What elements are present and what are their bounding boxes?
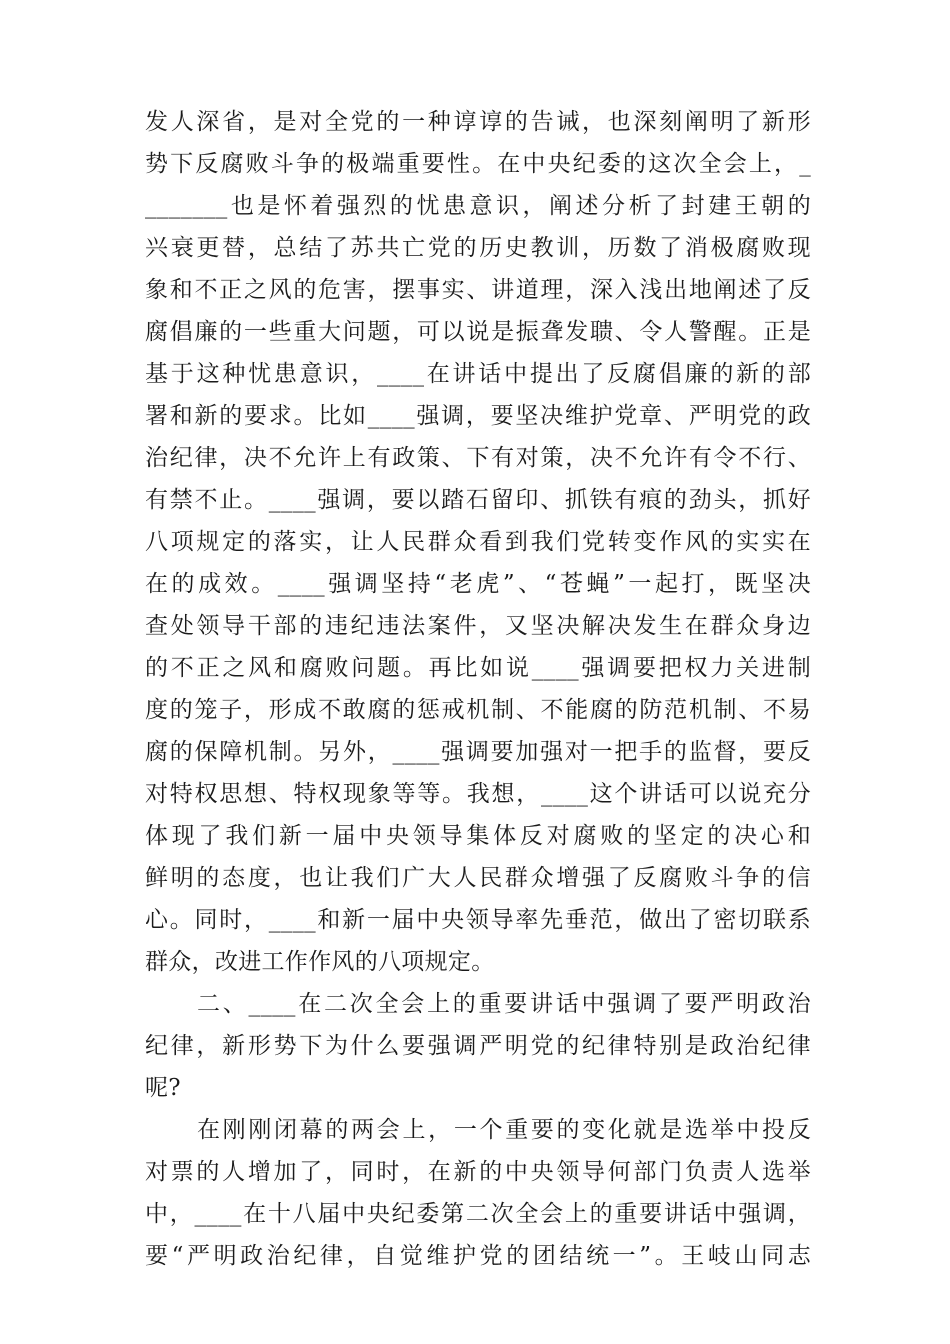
text-line: 要“严明政治纪律，自觉维护党的团结统一”。王岐山同志 (145, 1243, 811, 1269)
text-line: 鲜明的态度，也让我们广大人民群众增强了反腐败斗争的信 (145, 865, 811, 891)
text-line: 八项规定的落实，让人民群众看到我们党转变作风的实实在 (145, 529, 811, 555)
text-line: 二、____在二次全会上的重要讲话中强调了要严明政治 (197, 991, 811, 1017)
text-line: 查处领导干部的违纪违法案件，又坚决解决发生在群众身边 (145, 613, 811, 639)
text-line: 群众，改进工作作风的八项规定。 (145, 949, 495, 975)
text-line: 势下反腐败斗争的极端重要性。在中央纪委的这次全会上，_ (145, 151, 811, 177)
text-line: _______也是怀着强烈的忧患意识，阐述分析了封建王朝的 (145, 193, 811, 219)
text-line: 兴衰更替，总结了苏共亡党的历史教训，历数了消极腐败现 (145, 235, 811, 261)
text-line: 对特权思想、特权现象等等。我想，____这个讲话可以说充分 (145, 781, 811, 807)
text-line: 腐的保障机制。另外，____强调要加强对一把手的监督，要反 (145, 739, 811, 765)
text-line: 在的成效。____强调坚持“老虎”、“苍蝇”一起打，既坚决 (145, 571, 811, 597)
text-line: 纪律，新形势下为什么要强调严明党的纪律特别是政治纪律 (145, 1033, 811, 1059)
paragraph (145, 101, 811, 983)
text-line: 在刚刚闭幕的两会上，一个重要的变化就是选举中投反 (197, 1117, 811, 1143)
text-line: 腐倡廉的一些重大问题，可以说是振聋发聩、令人警醒。正是 (145, 319, 811, 345)
document-body (145, 101, 811, 1277)
text-line: 体现了我们新一届中央领导集体反对腐败的坚定的决心和 (145, 823, 811, 849)
text-line: 中，____在十八届中央纪委第二次全会上的重要讲话中强调， (145, 1201, 811, 1227)
paragraph (145, 983, 811, 1109)
text-line: 象和不正之风的危害，摆事实、讲道理，深入浅出地阐述了反 (145, 277, 811, 303)
text-line: 度的笼子，形成不敢腐的惩戒机制、不能腐的防范机制、不易 (145, 697, 811, 723)
text-line: 有禁不止。____强调，要以踏石留印、抓铁有痕的劲头，抓好 (145, 487, 811, 513)
paragraph (145, 1109, 811, 1277)
text-line: 对票的人增加了，同时，在新的中央领导何部门负责人选举 (145, 1159, 811, 1185)
text-line: 发人深省，是对全党的一种谆谆的告诫，也深刻阐明了新形 (145, 109, 811, 135)
text-line: 治纪律，决不允许上有政策、下有对策，决不允许有令不行、 (145, 445, 811, 471)
text-line: 心。同时，____和新一届中央领导率先垂范，做出了密切联系 (145, 907, 811, 933)
text-line: 的不正之风和腐败问题。再比如说____强调要把权力关进制 (145, 655, 811, 681)
text-line: 署和新的要求。比如____强调，要坚决维护党章、严明党的政 (145, 403, 811, 429)
text-line: 呢? (145, 1075, 181, 1101)
text-line: 基于这种忧患意识，____在讲话中提出了反腐倡廉的新的部 (145, 361, 811, 387)
